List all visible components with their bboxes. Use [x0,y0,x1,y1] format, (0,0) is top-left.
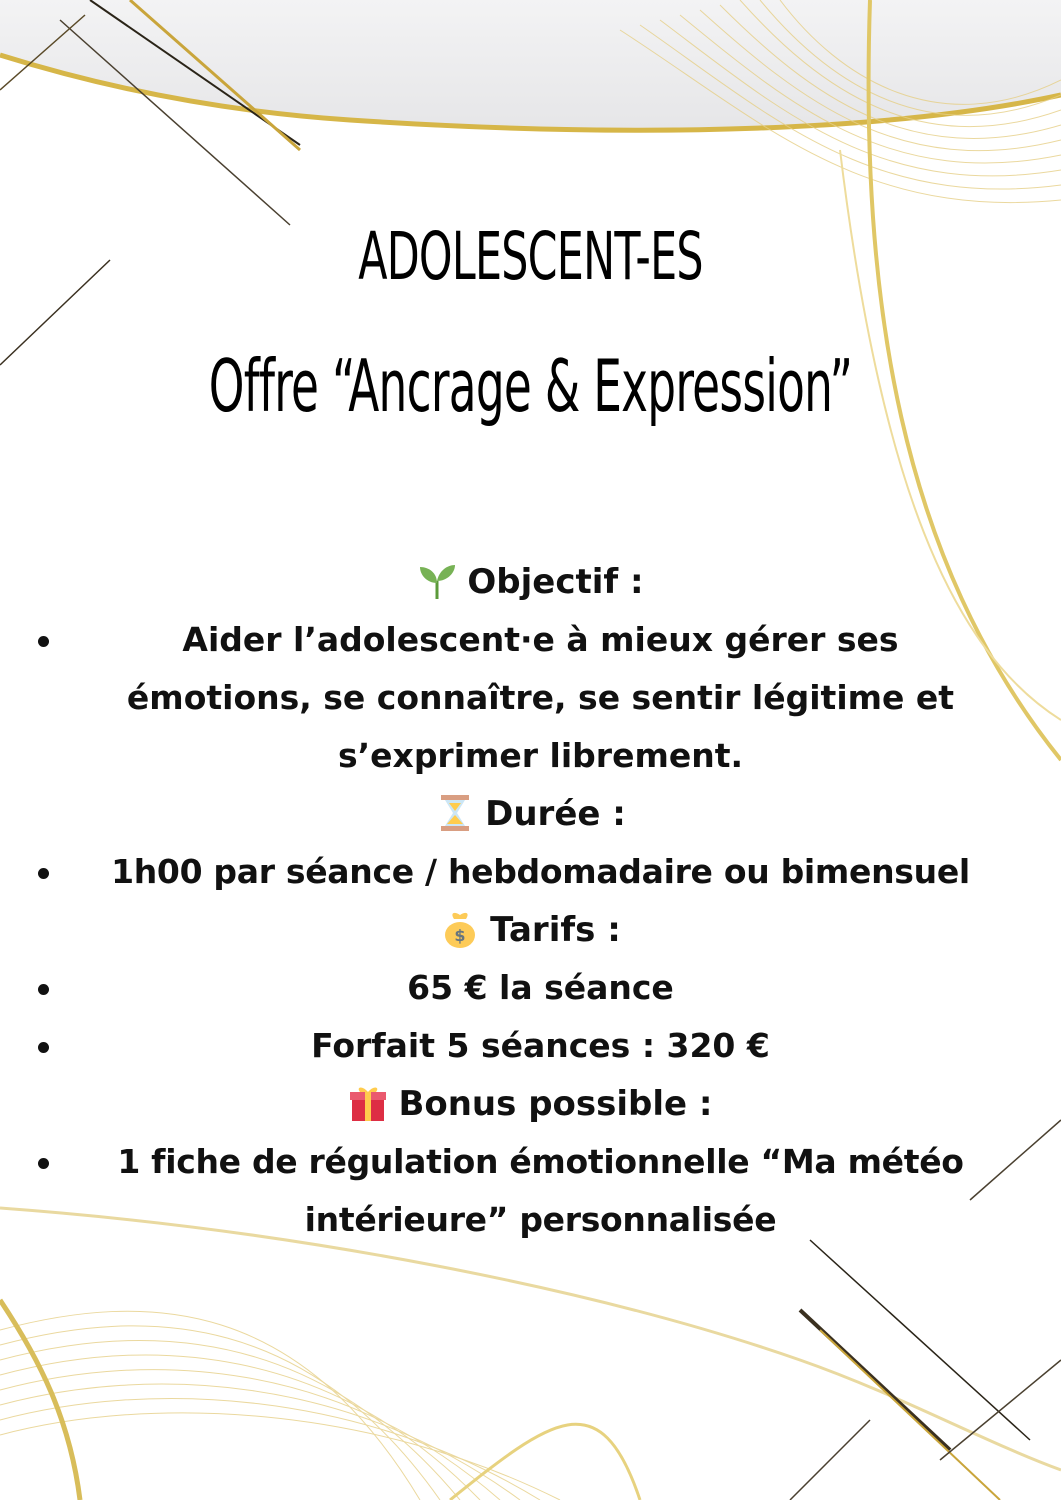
seedling-icon [417,561,457,601]
section-heading-duree: Durée : [0,785,1061,843]
list-item: 1 fiche de régulation émotionnelle “Ma météo intérieure” personnalisée [0,1133,1061,1249]
offer-title: Offre “Ancrage & Expression” [208,344,853,428]
svg-text:$: $ [454,926,466,945]
hourglass-icon [435,793,475,833]
offer-details [0,553,1061,1249]
bullet-icon [38,1042,49,1053]
section-heading-bonus: Bonus possible : [0,1075,1061,1133]
bullet-icon [38,1158,49,1169]
section-heading-tarifs: $ Tarifs : [0,901,1061,959]
list-item: 65 € la séance [0,959,1061,1017]
bullet-icon [38,868,49,879]
section-heading-objectif: Objectif : [0,553,1061,611]
list-item: Aider l’adolescent·e à mieux gérer ses émotions, se connaître, se sentir légitime et s’exprimer librement. [0,611,1061,785]
bullet-icon [38,984,49,995]
gift-icon [348,1083,388,1123]
money-bag-icon [440,909,480,949]
bullet-icon [38,636,49,647]
page-title: ADOLESCENT-ES [358,218,703,295]
list-item: 1h00 par séance / hebdomadaire ou bimensuel [0,843,1061,901]
list-item: Forfait 5 séances : 320 € [0,1017,1061,1075]
